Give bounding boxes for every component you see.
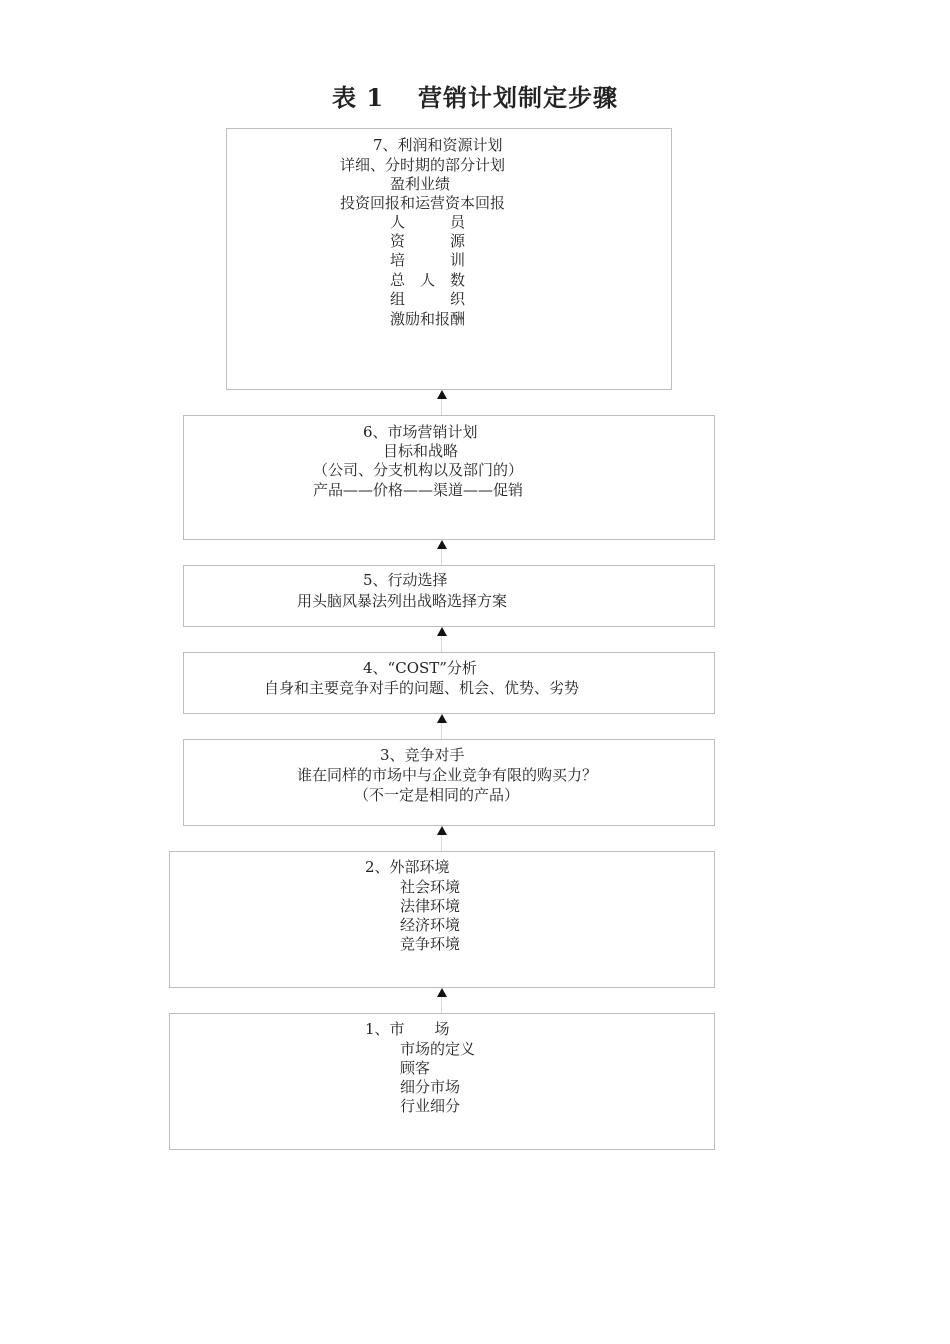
connector-line bbox=[441, 549, 442, 565]
step-2-line: 经济环境 bbox=[400, 916, 461, 934]
step-7-line: 盈利业绩 bbox=[390, 175, 451, 193]
step-7-line: 总 人 数 bbox=[390, 271, 466, 289]
arrow-up-icon bbox=[437, 540, 447, 549]
arrow-up-icon bbox=[437, 390, 447, 399]
arrow-up-icon bbox=[437, 714, 447, 723]
step-1-heading: 1、市 场 bbox=[365, 1020, 450, 1038]
step-7-line: 资 源 bbox=[390, 232, 466, 250]
connector-line bbox=[441, 399, 442, 415]
connector-line bbox=[441, 997, 442, 1013]
step-6-line: 产品——价格——渠道——促销 bbox=[313, 481, 524, 499]
step-5-line: 用头脑风暴法列出战略选择方案 bbox=[297, 592, 508, 610]
connector-line bbox=[441, 835, 442, 851]
step-7-line: 人 员 bbox=[390, 213, 466, 231]
title-label: 表 1 bbox=[331, 83, 385, 112]
step-3-line: （不一定是相同的产品） bbox=[354, 786, 520, 804]
diagram-title bbox=[0, 78, 950, 113]
title-text: 营销计划制定步骤 bbox=[418, 83, 619, 112]
step-1-line: 行业细分 bbox=[400, 1097, 461, 1115]
step-7-line: 组 织 bbox=[390, 290, 466, 308]
step-3-heading: 3、竞争对手 bbox=[380, 746, 465, 764]
step-3-line: 谁在同样的市场中与企业竞争有限的购买力？ bbox=[297, 766, 598, 784]
step-6-line: 目标和战略 bbox=[383, 442, 459, 460]
step-2-line: 竞争环境 bbox=[400, 935, 461, 953]
step-7-line: 详细、分时期的部分计划 bbox=[340, 156, 506, 174]
step-7-line: 培 训 bbox=[390, 251, 466, 269]
arrow-up-icon bbox=[437, 627, 447, 636]
arrow-up-icon bbox=[437, 988, 447, 997]
step-6-line: （公司、分支机构以及部门的） bbox=[313, 461, 524, 479]
arrow-up-icon bbox=[437, 826, 447, 835]
step-5-heading: 5、行动选择 bbox=[363, 571, 448, 589]
step-1-line: 细分市场 bbox=[400, 1078, 461, 1096]
step-4-line: 自身和主要竞争对手的问题、机会、优势、劣势 bbox=[264, 679, 580, 697]
step-2-line: 法律环境 bbox=[400, 897, 461, 915]
step-7-heading: 7、利润和资源计划 bbox=[373, 136, 503, 154]
step-2-heading: 2、外部环境 bbox=[365, 858, 450, 876]
step-1-line: 顾客 bbox=[400, 1059, 431, 1077]
step-4-heading: 4、“COST”分析 bbox=[363, 659, 477, 677]
step-6-heading: 6、市场营销计划 bbox=[363, 423, 478, 441]
step-7-line: 投资回报和运营资本回报 bbox=[340, 194, 506, 212]
step-1-line: 市场的定义 bbox=[400, 1040, 476, 1058]
connector-line bbox=[441, 723, 442, 739]
connector-line bbox=[441, 636, 442, 652]
step-7-line: 激励和报酬 bbox=[390, 310, 466, 328]
step-2-line: 社会环境 bbox=[400, 878, 461, 896]
